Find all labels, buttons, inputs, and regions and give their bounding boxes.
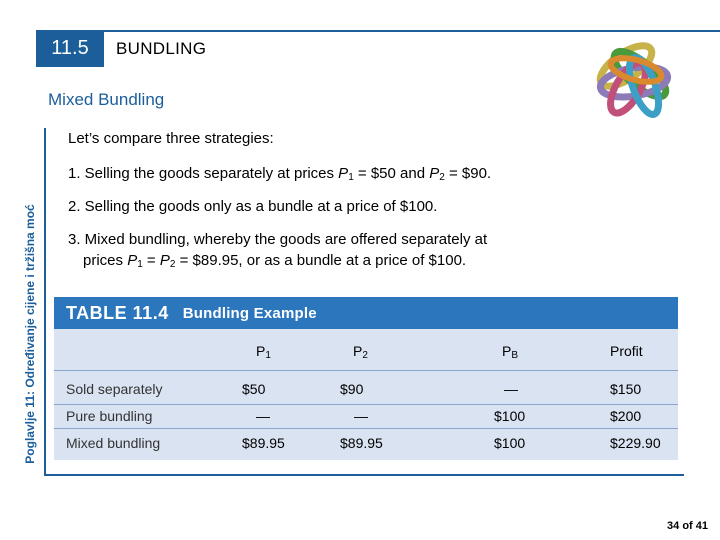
table-cell-p1: $50 <box>242 381 266 397</box>
table-cell-p2: — <box>354 408 368 424</box>
strategy-3-text-a: prices <box>83 252 128 269</box>
column-header-symbol: P <box>353 343 363 359</box>
table-cell-p2: $89.95 <box>340 435 383 451</box>
strategy-3-line-2 <box>68 250 628 275</box>
table-cell-p1: $89.95 <box>242 435 285 451</box>
interlocking-rings-logo <box>578 22 690 128</box>
strategy-1 <box>68 163 491 188</box>
strategy-3-line-1: 3. Mixed bundling, whereby the goods are offered separately at <box>68 231 488 248</box>
strategy-1-text-a: 1. Selling the goods separately at prices <box>68 165 339 182</box>
table-cell-p2: $90 <box>340 381 364 397</box>
section-title: BUNDLING <box>116 39 207 58</box>
page-number: 34 of 41 <box>667 520 708 532</box>
strategy-3-text-b: = <box>142 252 160 269</box>
section-number: 11.5 <box>36 30 104 67</box>
table-cell-pb: $100 <box>494 408 526 424</box>
chapter-side-label-text: Poglavlje 11: Određivanje cijene i tržišna moć <box>23 204 37 464</box>
table-cell-profit: $150 <box>610 381 642 397</box>
subscript: 2 <box>439 172 445 183</box>
table-header-rule <box>54 370 678 371</box>
price-symbol: P <box>429 165 440 182</box>
column-header-subscript: 1 <box>265 350 271 361</box>
strategy-2: 2. Selling the goods only as a bundle at a price of $100. <box>68 198 438 215</box>
table-cell-pb: — <box>504 381 518 397</box>
strategy-1-text-b: = $50 and <box>353 165 430 182</box>
column-header-symbol: P <box>502 343 512 359</box>
price-symbol: P <box>127 252 138 269</box>
column-header-symbol: P <box>256 343 266 359</box>
table-title-bar <box>54 297 678 329</box>
subscript: 1 <box>137 259 143 270</box>
price-symbol: P <box>159 252 170 269</box>
column-header-subscript: B <box>511 350 519 361</box>
column-header-p1 <box>256 343 271 361</box>
bottom-rule <box>44 474 684 476</box>
table-cell-profit: $200 <box>610 408 642 424</box>
strategy-3 <box>68 229 628 275</box>
subscript: 1 <box>348 172 354 183</box>
table-cell-profit: $229.90 <box>610 435 661 451</box>
table-row-rule <box>54 428 678 429</box>
column-header-subscript: 2 <box>362 350 368 361</box>
table-cell-p1: — <box>256 408 270 424</box>
table-row-label: Sold separately <box>66 381 163 397</box>
price-symbol: P <box>338 165 349 182</box>
column-header-pb <box>502 343 518 361</box>
left-rule <box>44 128 46 475</box>
column-header-p2 <box>353 343 368 361</box>
table-number: TABLE 11.4 <box>66 302 169 323</box>
intro-text: Let’s compare three strategies: <box>68 130 274 147</box>
strategy-3-text-c: = $89.95, or as a bundle at a price of $100. <box>175 252 467 269</box>
subscript: 2 <box>169 259 176 270</box>
column-header-profit: Profit <box>610 343 643 359</box>
table-name: Bundling Example <box>182 304 317 322</box>
table-row-label: Mixed bundling <box>66 435 161 451</box>
table-row-label: Pure bundling <box>66 408 153 424</box>
table-row-rule <box>54 404 678 405</box>
table-cell-pb: $100 <box>494 435 526 451</box>
strategy-1-text-c: = $90. <box>444 165 492 182</box>
slide-subtitle: Mixed Bundling <box>48 90 165 109</box>
